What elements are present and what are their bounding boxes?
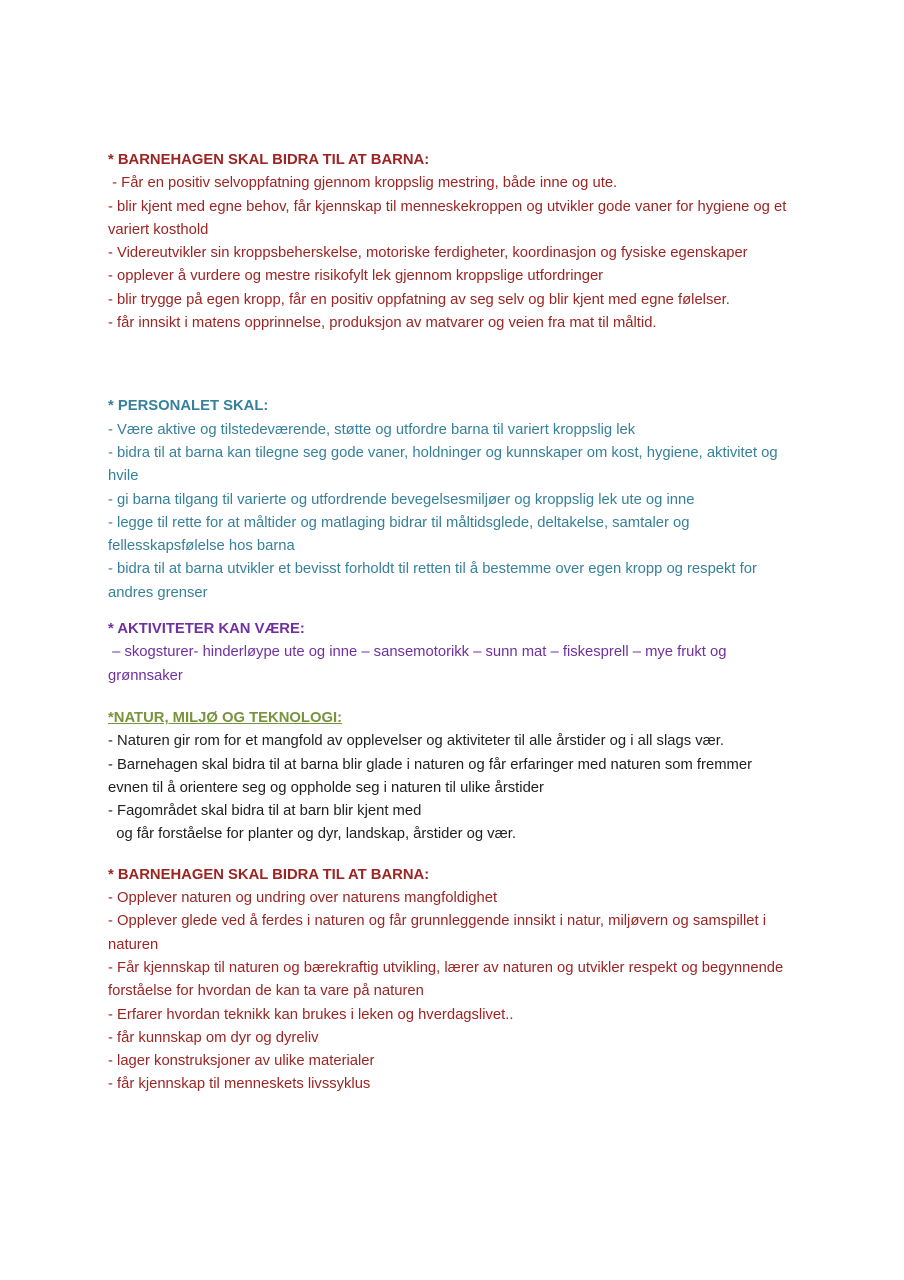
section-heading: * AKTIVITETER KAN VÆRE: xyxy=(108,621,305,638)
bullet-line: - Barnehagen skal bidra til at barna blir glade i naturen og får erfaringer med naturen som fremmer evnen til å orientere seg og oppholde seg i naturen til ulike årstider xyxy=(108,756,757,796)
bullet-line: - får innsikt i matens opprinnelse, produksjon av matvarer og veien fra mat til måltid. xyxy=(108,315,657,332)
bullet-line: - opplever å vurdere og mestre risikofylt lek gjennom kroppslige utfordringer xyxy=(108,268,604,285)
bullet-line: - Erfarer hvordan teknikk kan brukes i leken og hverdagslivet.. xyxy=(108,1006,514,1023)
section-heading: * BARNEHAGEN SKAL BIDRA TIL AT BARNA: xyxy=(108,152,430,168)
bullet-line: - får kjennskap til menneskets livssyklus xyxy=(108,1076,371,1093)
bullet-line: - Opplever naturen og undring over naturens mangfoldighet xyxy=(108,890,498,907)
bullet-line: - Være aktive og tilstedeværende, støtte og utfordre barna til variert kroppslig lek xyxy=(108,421,636,438)
bullet-line: - blir trygge på egen kropp, får en positiv oppfatning av seg selv og blir kjent med egne følelser. xyxy=(108,291,730,308)
document-section xyxy=(108,395,796,605)
document-section xyxy=(108,864,796,1097)
bullet-line: - Fagområdet skal bidra til at barn blir kjent med xyxy=(108,803,422,820)
bullet-line: – skogsturer- hinderløype ute og inne – sansemotorikk – sunn mat – fiskesprell – mye frukt og grønnsaker xyxy=(108,644,731,684)
bullet-line: - bidra til at barna kan tilegne seg gode vaner, holdninger og kunnskaper om kost, hygiene, aktivitet og hvile xyxy=(108,444,782,485)
bullet-line: - får kunnskap om dyr og dyreliv xyxy=(108,1029,319,1046)
document-section xyxy=(108,618,796,688)
bullet-line: - Naturen gir rom for et mangfold av opplevelser og aktiviteter til alle årstider og i all slags vær. xyxy=(108,733,724,750)
section-heading: * BARNEHAGEN SKAL BIDRA TIL AT BARNA: xyxy=(108,866,430,883)
bullet-line: - legge til rette for at måltider og matlaging bidrar til måltidsglede, deltakelse, samtaler og fellesskapsfølelse hos barna xyxy=(108,514,694,555)
bullet-line: - gi barna tilgang til varierte og utfordrende bevegelsesmiljøer og kroppslig lek ute og inne xyxy=(108,491,695,508)
document-section xyxy=(108,149,796,335)
bullet-line: - Opplever glede ved å ferdes i naturen og får grunnleggende innsikt i natur, miljøvern og samspillet i naturen xyxy=(108,913,771,953)
bullet-line: - Får kjennskap til naturen og bærekraftig utvikling, lærer av naturen og utvikler respekt og begynnende forståelse for hvordan de kan ta vare på naturen xyxy=(108,959,788,1000)
bullet-line: og får forståelse for planter og dyr, landskap, årstider og vær. xyxy=(108,826,516,843)
bullet-line: - bidra til at barna utvikler et bevisst forholdt til retten til å bestemme over egen kropp og respekt for andres grenser xyxy=(108,561,762,601)
section-heading: *NATUR, MILJØ OG TEKNOLOGI: xyxy=(108,709,343,726)
document-content xyxy=(108,149,796,1097)
bullet-line: - Videreutvikler sin kroppsbeherskelse, motoriske ferdigheter, koordinasjon og fysiske egenskaper xyxy=(108,245,748,262)
section-heading: * PERSONALET SKAL: xyxy=(108,398,269,415)
bullet-line: - Får en positiv selvoppfatning gjennom kroppslig mestring, både inne og ute. xyxy=(108,175,618,192)
bullet-line: - blir kjent med egne behov, får kjennskap til menneskekroppen og utvikler gode vaner for hygiene og et variert kosthold xyxy=(108,198,791,238)
document-section xyxy=(108,707,796,847)
bullet-line: - lager konstruksjoner av ulike materialer xyxy=(108,1053,375,1070)
